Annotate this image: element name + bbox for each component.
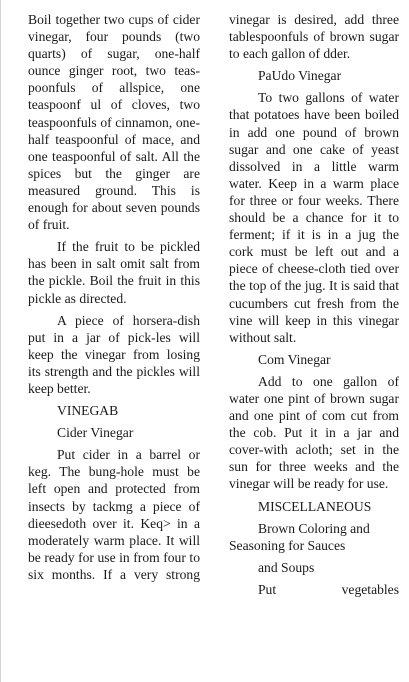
- salt-note-paragraph: If the fruit to be pickled has been in salt omit salt from the pickle. Boil the fruit in this pickle as directed.: [28, 239, 200, 306]
- recipe-title-brown-coloring: Brown Coloring and Seasoning for Sauces: [229, 520, 370, 553]
- horseradish-tip-paragraph: A piece of horsera-dish put in a jar of pick-les will keep the vinegar from losing its strength and the pickles will keep better.: [28, 312, 200, 396]
- recipe-title-potato-vinegar: PaUdo Vinegar: [258, 68, 342, 84]
- cider-vinegar-paragraph: Put cider in a barrel or keg. The bung-hole must be left open and protected from insects by tackmg a piece of dieesedoth over it. Keq> in a moderately warm place. It will be ready for use in from four to six months. If a very strong: [28, 447, 200, 582]
- right-column: [229, 11, 399, 603]
- recipe-title-corn-vinegar: Com Vinegar: [258, 351, 331, 367]
- pickle-recipe-paragraph: Boil together two cups of cider vinegar, four pounds (two quarts) of sugar, one-half ounce ginger root, two teas-poonfuls of allspice, one teaspoonf ul of cloves, two teaspoonfuls of cinnamon, one-half teaspoonful of mace, and one teaspoonful of salt. All the spices but the ginger are measured ground. This is enough for about seven pounds of fruit.: [28, 12, 200, 233]
- recipe-title-brown-coloring-continued: and Soups: [258, 559, 315, 575]
- section-heading-vinegar: VINEGAB: [57, 403, 119, 419]
- section-heading-miscellaneous: MISCELLANEOUS: [258, 498, 372, 514]
- brown-coloring-paragraph: Put vegetables: [258, 581, 399, 597]
- corn-vinegar-paragraph: Add to one gallon of water one pint of brown sugar and one pint of com cut from the cob. Put it in a jar and cover-with acloth; set in the sun for three weeks and the vinegar will be ready for use.: [229, 373, 399, 492]
- cider-vinegar-continued-paragraph: vinegar is desired, add three tablespoonfuls of brown sugar to each gallon of dder.: [229, 12, 399, 62]
- left-column: [28, 11, 200, 588]
- potato-vinegar-paragraph: To two gallons of water that potatoes have been boiled in add one pound of brown sugar and one cake of yeast dissolved in a little warm water. Keep in a warm place for three or four weeks. There should be a chance for it to ferment; if it is in a jug the cork must be left out and a piece of cheese-cloth tied over the top of the jug. It is said that cucumbers cut fresh from the vine will keep in this vinegar without salt.: [229, 90, 399, 345]
- recipe-title-cider-vinegar: Cider Vinegar: [57, 425, 134, 441]
